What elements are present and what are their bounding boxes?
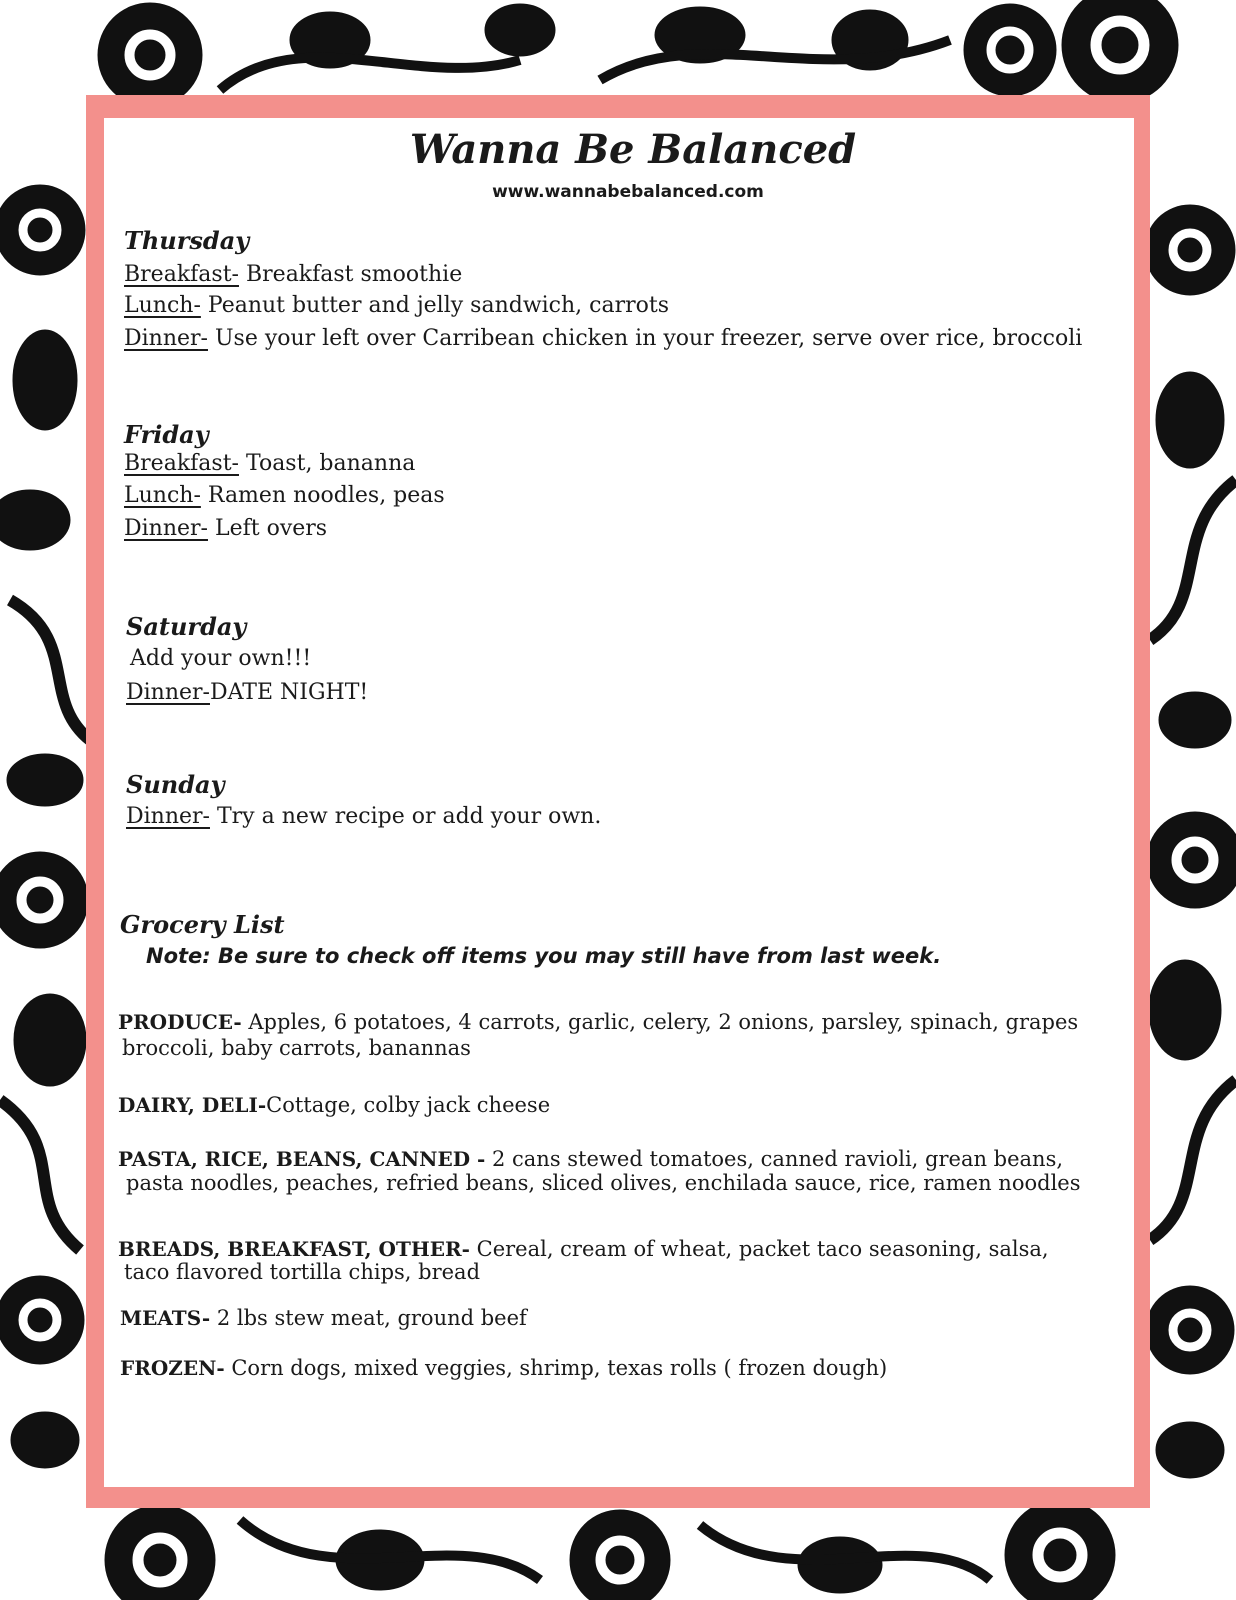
grocery-category xyxy=(118,1093,550,1117)
flower-icon xyxy=(964,4,1056,96)
category-items: Cereal, cream of wheat, packet taco seasoning, salsa, xyxy=(476,1237,1049,1261)
category-items: Cottage, colby jack cheese xyxy=(266,1093,551,1117)
day-heading-sunday: Sunday xyxy=(126,770,225,799)
grocery-category xyxy=(118,1147,1063,1171)
meal-text: Toast, bananna xyxy=(245,451,416,476)
meal-text: Peanut butter and jelly sandwich, carrots xyxy=(207,293,670,318)
meal-label: Breakfast- xyxy=(124,451,239,476)
meal-label: Lunch- xyxy=(124,483,201,508)
grocery-category xyxy=(118,1010,1078,1034)
meal-line xyxy=(124,262,462,287)
meal-line xyxy=(130,646,311,671)
meal-line xyxy=(124,326,1082,351)
meal-line xyxy=(124,483,445,508)
meal-line xyxy=(126,804,601,829)
meal-line xyxy=(126,680,368,705)
category-items-cont: taco flavored tortilla chips, bread xyxy=(124,1260,481,1284)
flower-icon xyxy=(98,3,202,107)
category-items: Corn dogs, mixed veggies, shrimp, texas rolls ( frozen dough) xyxy=(231,1356,888,1380)
meal-line xyxy=(124,293,669,318)
meal-text: Try a new recipe or add your own. xyxy=(216,804,602,829)
category-items-cont: pasta noodles, peaches, refried beans, sliced olives, enchilada sauce, rice, ramen noodles xyxy=(126,1171,1081,1195)
meal-text: Breakfast smoothie xyxy=(245,262,463,287)
category-items: 2 cans stewed tomatoes, canned ravioli, grean beans, xyxy=(491,1147,1064,1171)
meal-line xyxy=(124,516,327,541)
meal-text: Use your left over Carribean chicken in your freezer, serve over rice, broccoli xyxy=(214,326,1083,351)
page-title: Wanna Be Balanced xyxy=(409,126,857,173)
day-heading-thursday: Thursday xyxy=(124,226,250,255)
category-items: 2 lbs stew meat, ground beef xyxy=(216,1306,527,1330)
meal-label: Breakfast- xyxy=(124,262,239,287)
category-label: BREADS, BREAKFAST, OTHER- xyxy=(118,1237,470,1261)
meal-label: Lunch- xyxy=(124,293,201,318)
grocery-note: Note: Be sure to check off items you may still have from last week. xyxy=(146,944,942,968)
meal-text: Left overs xyxy=(214,516,328,541)
meal-label: Dinner- xyxy=(126,804,210,829)
grocery-category xyxy=(120,1356,887,1380)
meal-text: Ramen noodles, peas xyxy=(207,483,445,508)
day-heading-saturday: Saturday xyxy=(126,612,247,641)
meal-line xyxy=(124,451,415,476)
grocery-heading: Grocery List xyxy=(120,910,285,939)
category-label: MEATS- xyxy=(120,1306,211,1330)
site-url: www.wannabebalanced.com xyxy=(492,182,764,202)
grocery-category xyxy=(120,1306,527,1330)
category-label: PASTA, RICE, BEANS, CANNED - xyxy=(118,1147,486,1171)
category-label: DAIRY, DELI- xyxy=(118,1093,267,1117)
meal-label: Dinner- xyxy=(124,326,208,351)
category-items-cont: broccoli, baby carrots, banannas xyxy=(122,1036,471,1060)
category-label: FROZEN- xyxy=(120,1356,225,1380)
meal-text: DATE NIGHT! xyxy=(209,680,369,705)
meal-text: Add your own!!! xyxy=(130,646,312,671)
meal-label: Dinner- xyxy=(124,516,208,541)
day-heading-friday: Friday xyxy=(124,420,209,449)
category-items: Apples, 6 potatoes, 4 carrots, garlic, celery, 2 onions, parsley, spinach, grapes xyxy=(248,1010,1079,1034)
category-label: PRODUCE- xyxy=(118,1010,242,1034)
grocery-category xyxy=(118,1237,1049,1261)
meal-label: Dinner- xyxy=(126,680,210,705)
